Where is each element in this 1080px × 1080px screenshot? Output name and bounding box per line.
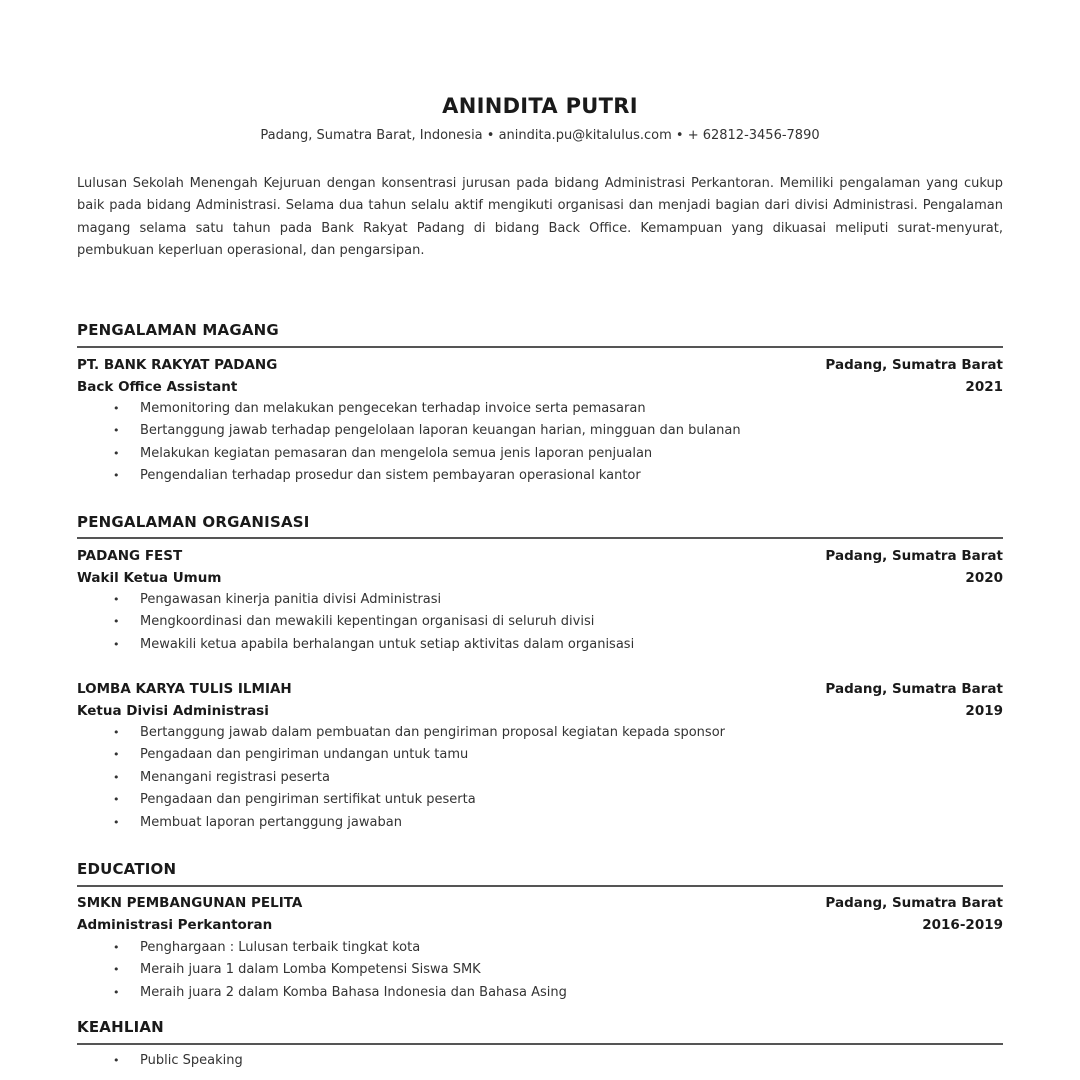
list-item: • Pengawasan kinerja panitia divisi Administrasi: [77, 589, 1003, 611]
bullet-icon: •: [113, 815, 120, 829]
entry-bullet-list: [77, 589, 1003, 656]
entry-header: [77, 546, 1003, 566]
bullet-icon: •: [113, 1054, 120, 1067]
entry-organization: PT. BANK RAKYAT PADANG: [77, 357, 278, 373]
bullet-icon: •: [113, 726, 120, 739]
entry-subheader: [77, 568, 1003, 588]
bullet-icon: •: [113, 424, 120, 438]
list-item: • Pengadaan dan pengiriman undangan untuk tamu: [77, 744, 1003, 766]
section-divider: [77, 885, 1003, 887]
entry-date: 2020: [965, 570, 1003, 586]
bullet-icon: •: [113, 770, 120, 784]
bullet-icon: •: [113, 469, 120, 483]
bullet-icon: •: [113, 748, 120, 762]
section-divider: [77, 346, 1003, 348]
resume-name: ANINDITA PUTRI: [442, 94, 638, 118]
contact-line: Padang, Sumatra Barat, Indonesia • anindita.pu@kitalulus.com • + 62812-3456-7890: [260, 128, 820, 143]
section-divider: [77, 1043, 1003, 1045]
list-item: • Memonitoring dan melakukan pengecekan terhadap invoice serta pemasaran: [77, 398, 1003, 420]
section-title-education: EDUCATION: [77, 860, 177, 878]
section-title-organization: PENGALAMAN ORGANISASI: [77, 513, 310, 531]
section-title-skills: KEAHLIAN: [77, 1018, 164, 1036]
entry-header: [77, 893, 1003, 913]
entry-organization: SMKN PEMBANGUNAN PELITA: [77, 895, 303, 911]
summary-paragraph: Lulusan Sekolah Menengah Kejuruan dengan konsentrasi jurusan pada bidang Administrasi Perkantoran. Memiliki pengalaman yang cukup baik pada bidang Administrasi. Selama dua tahun selalu aktif mengikuti organisasi dan menjadi bagian dari divisi Administrasi. Pengalaman magang selama satu tahun pada Bank Rakyat Padang di bidang Back Office. Kemampuan yang dikuasai meliputi surat-menyurat, pembukuan keperluan operasional, dan pengarsipan.: [77, 176, 1003, 259]
entry-role: Back Office Assistant: [77, 379, 238, 395]
list-item: • Meraih juara 1 dalam Lomba Kompetensi Siswa SMK: [77, 959, 1003, 981]
entry-bullet-list: [77, 398, 1003, 488]
list-item: • Mewakili ketua apabila berhalangan untuk setiap aktivitas dalam organisasi: [77, 634, 1003, 656]
list-item: • Mengkoordinasi dan mewakili kepentingan organisasi di seluruh divisi: [77, 611, 1003, 633]
entry-date: 2021: [965, 379, 1003, 395]
bullet-icon: •: [113, 402, 120, 415]
bullet-icon: •: [113, 593, 120, 606]
entry-organization: PADANG FEST: [77, 548, 183, 564]
bullet-icon: •: [113, 615, 120, 629]
entry-location: Padang, Sumatra Barat: [825, 357, 1003, 373]
entry-bullet-list: [77, 722, 1003, 834]
entry-role: Ketua Divisi Administrasi: [77, 703, 269, 719]
list-item: • Menangani registrasi peserta: [77, 767, 1003, 789]
skills-bullet-list: [77, 1050, 1003, 1072]
entry-header: [77, 679, 1003, 699]
entry-header: [77, 355, 1003, 375]
bullet-icon: •: [113, 637, 120, 651]
list-item: • Melakukan kegiatan pemasaran dan mengelola semua jenis laporan penjualan: [77, 443, 1003, 465]
bullet-icon: •: [113, 793, 120, 807]
list-item: • Pengendalian terhadap prosedur dan sistem pembayaran operasional kantor: [77, 465, 1003, 487]
list-item: • Meraih juara 2 dalam Komba Bahasa Indonesia dan Bahasa Asing: [77, 982, 1003, 1004]
bullet-icon: •: [113, 963, 120, 977]
entry-location: Padang, Sumatra Barat: [825, 895, 1003, 911]
entry-location: Padang, Sumatra Barat: [825, 681, 1003, 697]
entry-bullet-list: [77, 937, 1003, 1004]
bullet-icon: •: [113, 985, 120, 999]
entry-subheader: [77, 701, 1003, 721]
entry-location: Padang, Sumatra Barat: [825, 548, 1003, 564]
entry-subheader: [77, 377, 1003, 397]
bullet-icon: •: [113, 941, 120, 954]
list-item: • Membuat laporan pertanggung jawaban: [77, 812, 1003, 834]
list-item: • Penghargaan : Lulusan terbaik tingkat kota: [77, 937, 1003, 959]
entry-role: Administrasi Perkantoran: [77, 917, 273, 933]
entry-subheader: [77, 915, 1003, 935]
list-item: • Bertanggung jawab terhadap pengelolaan laporan keuangan harian, mingguan dan bulanan: [77, 420, 1003, 442]
section-divider: [77, 537, 1003, 539]
list-item: • Bertanggung jawab dalam pembuatan dan pengiriman proposal kegiatan kepada sponsor: [77, 722, 1003, 744]
entry-role: Wakil Ketua Umum: [77, 570, 222, 586]
list-item: • Public Speaking: [77, 1050, 1003, 1072]
entry-date: 2019: [965, 703, 1003, 719]
entry-organization: LOMBA KARYA TULIS ILMIAH: [77, 681, 292, 697]
entry-date: 2016-2019: [922, 917, 1003, 933]
bullet-icon: •: [113, 446, 120, 460]
list-item: • Pengadaan dan pengiriman sertifikat untuk peserta: [77, 789, 1003, 811]
section-title-internship: PENGALAMAN MAGANG: [77, 321, 279, 339]
